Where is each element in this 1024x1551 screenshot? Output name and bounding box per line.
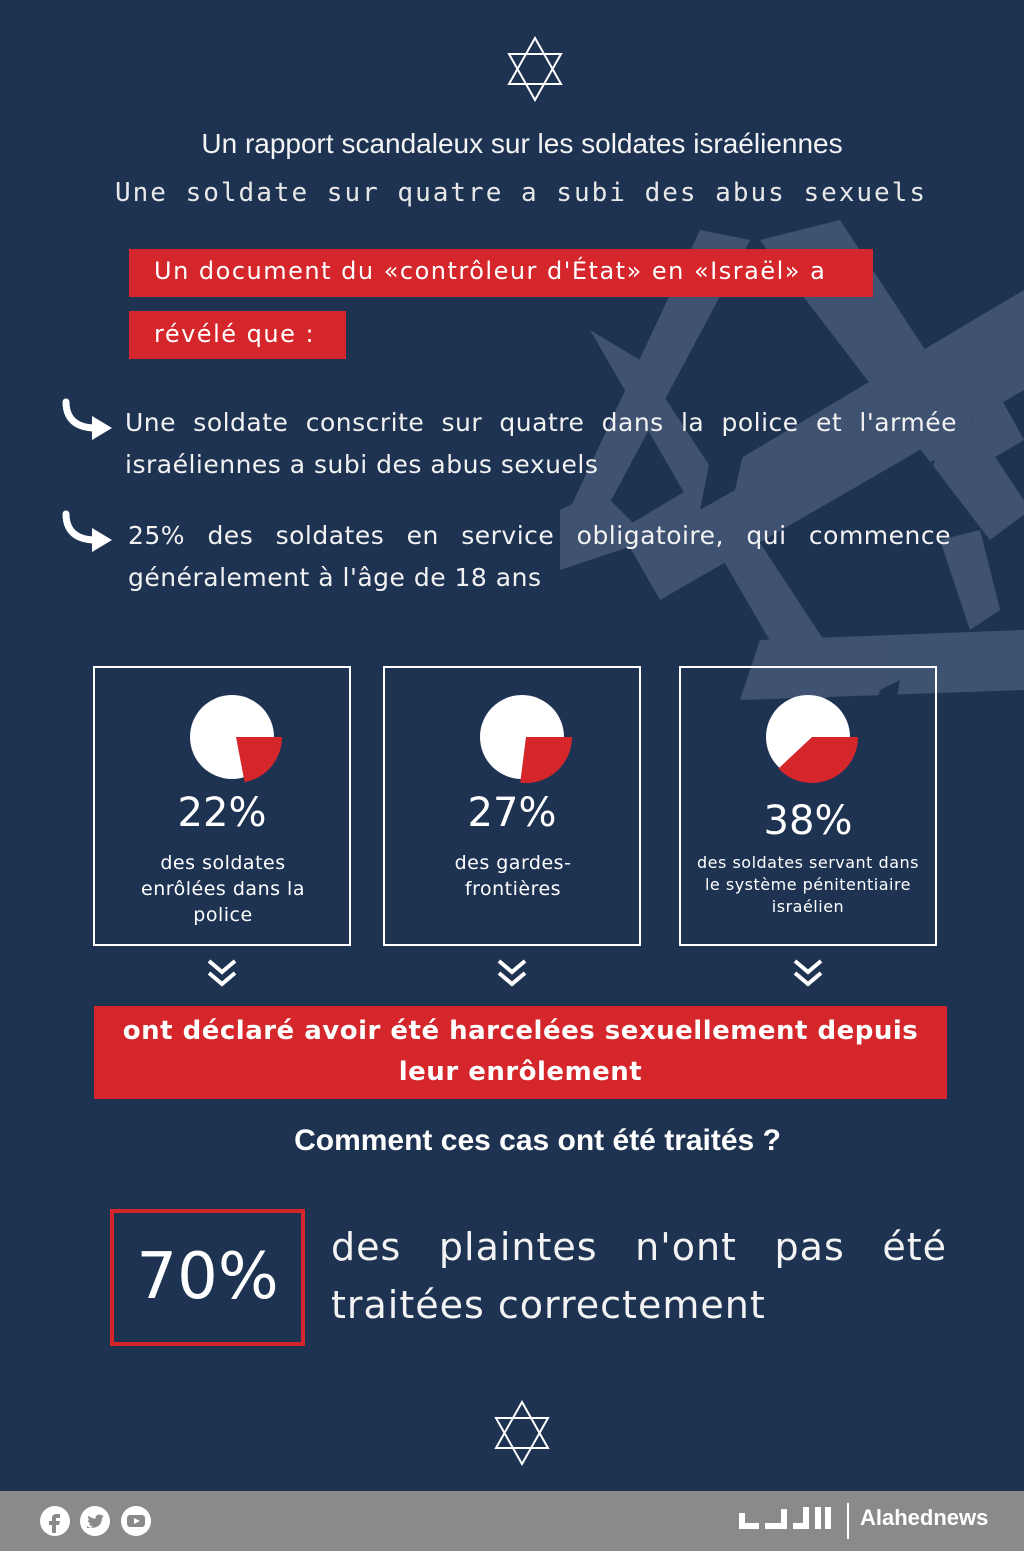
section-question: Comment ces cas ont été traités ? [294, 1124, 781, 1157]
complaints-text: des plaintes n'ont pas été traitées correctement [331, 1225, 947, 1327]
intro-line-1: Un document du «contrôleur d'État» en «Israël» a [129, 249, 873, 297]
curved-arrow-icon [62, 398, 114, 442]
alahed-logo-arabic [735, 1503, 833, 1537]
twitter-icon[interactable] [80, 1506, 110, 1536]
page-subtitle: Une soldate sur quatre a subi des abus sexuels [114, 178, 928, 208]
brand-separator [847, 1503, 849, 1539]
complaints-percent: 70% [110, 1209, 305, 1346]
double-chevron-down-icon [205, 957, 239, 991]
star-of-david-icon [493, 1400, 551, 1466]
pie-slice [520, 737, 572, 783]
pie-chart [189, 690, 283, 784]
stat-description: des gardes-frontières [454, 852, 572, 900]
intro-line-2: révélé que : [129, 311, 346, 359]
harassment-banner: ont déclaré avoir été harcelées sexuellement depuis leur enrôlement [94, 1006, 947, 1099]
double-chevron-down-icon [791, 957, 825, 991]
star-of-david-icon [506, 36, 564, 102]
pie-chart [479, 690, 573, 784]
facebook-icon[interactable] [40, 1506, 70, 1536]
stat-percent: 22% [177, 790, 267, 836]
stat-description: des soldates servant dans le système pénitentiaire israélien [697, 853, 919, 916]
stat-card-prison-system [679, 666, 937, 946]
youtube-icon[interactable] [121, 1506, 151, 1536]
brand-name: Alahednews [860, 1505, 989, 1530]
stat-card-border-guards [383, 666, 641, 946]
pie-chart [765, 690, 859, 784]
page-title: Un rapport scandaleux sur les soldates israéliennes [201, 128, 843, 159]
stat-card-police [93, 666, 351, 946]
curved-arrow-icon [62, 510, 114, 554]
bullet-text-2: 25% des soldates en service obligatoire, qui commence généralement à l'âge de 18 ans [128, 521, 951, 592]
bullet-text-1: Une soldate conscrite sur quatre dans la police et l'armée israéliennes a subi des abus sexuels [125, 408, 957, 479]
stat-description: des soldates enrôlées dans la police [141, 852, 305, 926]
stat-percent: 27% [467, 790, 557, 836]
double-chevron-down-icon [495, 957, 529, 991]
footer-bar [0, 1491, 1024, 1551]
stat-percent: 38% [763, 798, 853, 844]
